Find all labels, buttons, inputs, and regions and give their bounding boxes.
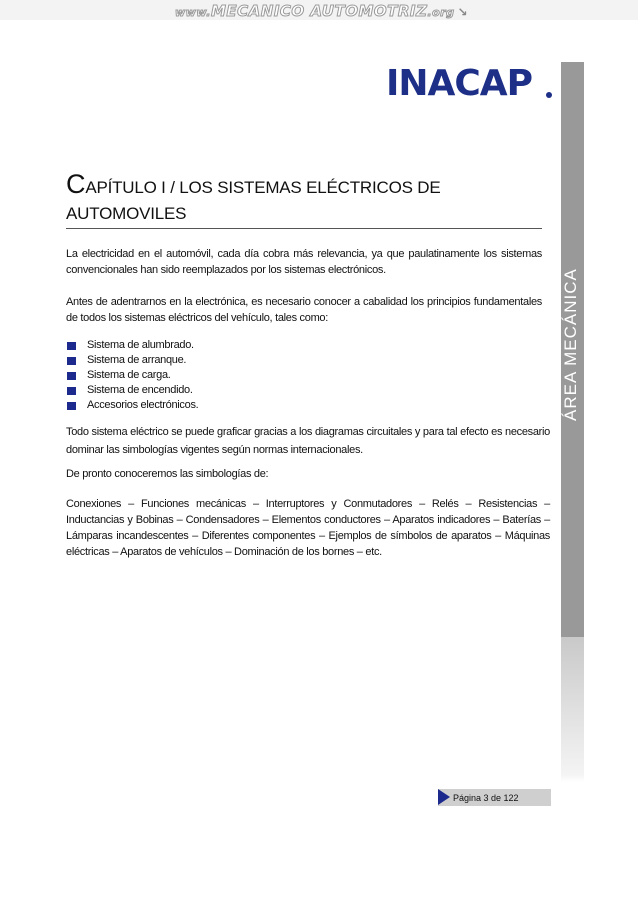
paragraph-symbols-intro: De pronto conoceremos las simbologías de: — [66, 468, 269, 480]
watermark-suffix: .org — [427, 6, 455, 19]
website-watermark — [175, 2, 468, 20]
title-rest: APÍTULO I / LOS SISTEMAS ELÉCTRICOS DE AUTOMOVILES — [66, 178, 441, 223]
page-number: Página 3 de 122 — [453, 793, 519, 803]
chapter-title — [66, 169, 536, 227]
title-divider — [66, 228, 542, 229]
list-item — [66, 383, 198, 398]
list-item — [66, 368, 198, 383]
title-initial: C — [66, 169, 86, 199]
systems-list — [66, 338, 198, 413]
paragraph-symbols-list: Conexiones – Funciones mecánicas – Interruptores y Conmutadores – Relés – Resistencias – Inductancias y Bobinas – Condensadores – Elementos conductores – Aparatos indicadores – Baterías – Lámparas incandescentes – Diferentes componentes – Ejemplos de símbolos de aparatos – Máquinas eléctricas – Aparatos de vehículos – Dominación de los bornes – etc. — [66, 498, 550, 558]
square-bullet-icon — [67, 387, 76, 395]
list-item — [66, 338, 198, 353]
page-arrow-icon — [438, 789, 450, 805]
list-item — [66, 353, 198, 368]
paragraph-systems: Antes de adentrarnos en la electrónica, es necesario conocer a cabalidad los principios fundamentales de todos los sistemas eléctricos del vehículo, tales como: — [66, 296, 542, 324]
list-item-text: Sistema de arranque. — [87, 354, 187, 366]
square-bullet-icon — [67, 372, 76, 380]
sidebar-fade — [561, 637, 584, 782]
list-item-text: Sistema de encendido. — [87, 384, 193, 396]
top-banner — [0, 0, 638, 20]
area-label: ÁREA MECÁNICA — [561, 268, 580, 422]
paragraph-diagrams: Todo sistema eléctrico se puede graficar gracias a los diagramas circuitales y para tal efecto es necesario dominar las simbologías vigentes según normas internacionales. — [66, 426, 550, 456]
registered-mark-icon — [546, 92, 552, 98]
list-item-text: Sistema de alumbrado. — [87, 339, 194, 351]
list-item-text: Sistema de carga. — [87, 369, 171, 381]
paragraph-intro: La electricidad en el automóvil, cada día cobra más relevancia, ya que paulatinamente los sistemas convencionales han sido reemplazados por los sistemas electrónicos. — [66, 248, 542, 276]
watermark-prefix: www. — [175, 6, 211, 19]
square-bullet-icon — [67, 402, 76, 410]
watermark-main: MECANICO AUTOMOTRIZ — [210, 2, 428, 20]
inacap-logo — [386, 64, 551, 104]
list-item — [66, 398, 198, 413]
logo-text: INACAP — [386, 63, 533, 104]
square-bullet-icon — [67, 357, 76, 365]
square-bullet-icon — [67, 342, 76, 350]
cursor-icon: ↘ — [457, 5, 469, 19]
list-item-text: Accesorios electrónicos. — [87, 399, 199, 411]
